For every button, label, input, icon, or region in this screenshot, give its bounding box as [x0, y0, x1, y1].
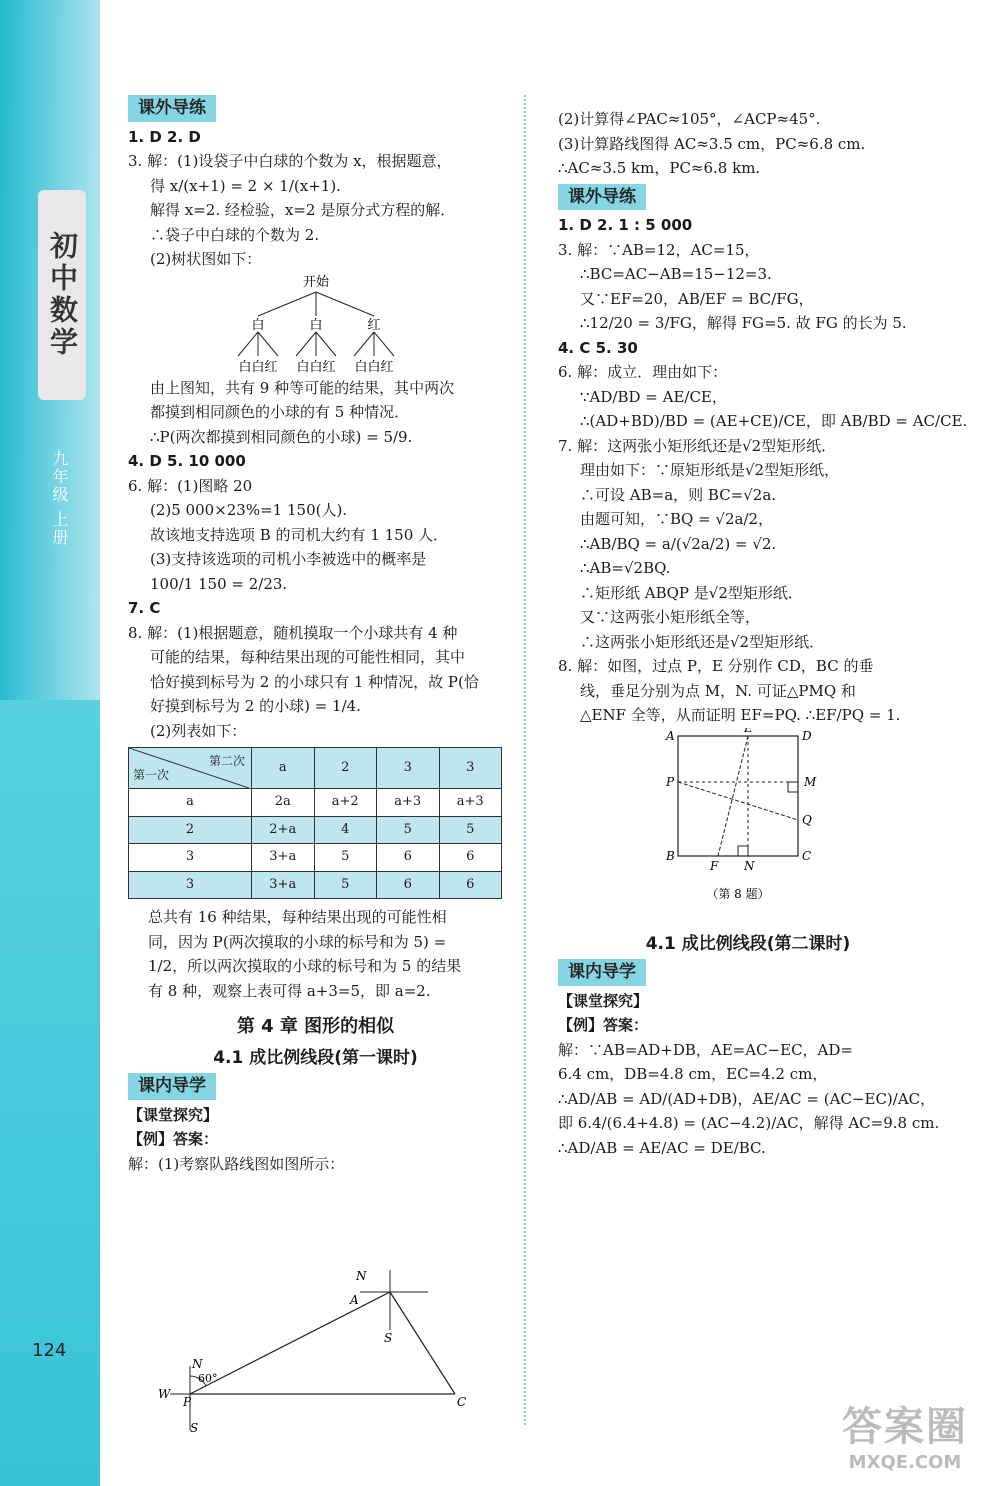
table-corner: [129, 748, 252, 789]
table-cell: 2: [129, 816, 252, 844]
answer-line: ∴AC≈3.5 km，PC≈6.8 km.: [558, 159, 761, 177]
answer-line: 恰好摸到标号为 2 的小球只有 1 种情况，故 P(恰: [150, 672, 479, 691]
figure-point-label: C: [802, 848, 812, 863]
answer-line: 由上图知，共有 9 种等可能的结果，其中两次: [150, 378, 455, 397]
answer-line: 7. C: [128, 599, 161, 617]
tree-leaves: 白白红: [238, 359, 278, 375]
answer-line: 有 8 种，观察上表可得 a+3=5，即 a=2.: [148, 981, 431, 1000]
figure-point-label: F: [710, 858, 719, 873]
answer-line: (2)树状图如下：: [150, 250, 262, 268]
watermark: [820, 1395, 990, 1475]
watermark-url: MXQE.COM: [848, 1452, 962, 1473]
table-cell: 3: [129, 844, 252, 872]
tree-node: 白: [309, 317, 323, 333]
answer-line: 线，垂足分别为点 M，N. 可证△PMQ 和: [580, 681, 856, 700]
answer-line: 6.4 cm，DB=4.8 cm，EC=4.2 cm，: [558, 1065, 828, 1083]
table-cell: 6: [439, 871, 502, 899]
section-tag: 课内导学: [558, 959, 646, 986]
answer-line: ∴AB/BQ = a/(√2a/2) = √2.: [580, 534, 777, 553]
section-tag: 课外导练: [558, 184, 646, 211]
map-label: W: [158, 1387, 171, 1401]
answer-line: 又∵这两张小矩形纸全等，: [580, 608, 761, 626]
answer-line: ∴这两张小矩形纸还是√2型矩形纸．: [580, 632, 825, 651]
map-label: N: [192, 1357, 203, 1371]
route-map-figure: [150, 1268, 480, 1438]
answer-line: 都摸到相同颜色的小球的有 5 种情况．: [150, 403, 410, 421]
tree-leaves: 白白红: [354, 359, 394, 375]
answer-line: ∴P(两次都摸到相同颜色的小球) = 5/9.: [150, 427, 413, 446]
answer-line: 又∵EF=20，AB/EF = BC/FG，: [580, 289, 814, 308]
table-cell: 2+a: [252, 816, 315, 844]
table-cell: 3+a: [252, 844, 315, 872]
map-label: N: [356, 1269, 367, 1283]
table-cell: 4: [314, 816, 377, 844]
table-header: 3: [439, 748, 502, 789]
rectangle-figure: [558, 728, 938, 918]
answer-line: 解：(1)考察队路线图如图所示：: [128, 1154, 345, 1173]
right-column: [558, 107, 968, 1160]
answer-line: 故该地支持选项 B 的司机大约有 1 150 人．: [150, 525, 449, 544]
answer-line: ∴(AD+BD)/BD = (AE+CE)/CE，即 AB/BD = AC/CE.: [580, 412, 968, 430]
section-title: 4.1 成比例线段(第二课时): [645, 933, 851, 954]
corner-bottom-label: 第一次: [133, 767, 170, 782]
map-label: S: [190, 1421, 199, 1435]
answer-line: 即 6.4/(6.4+4.8) = (AC−4.2)/AC，解得 AC=9.8 cm.: [558, 1114, 940, 1132]
figure-caption: （第 8 题）: [706, 886, 770, 901]
answer-line: ∴BC=AC−AB=15−12=3.: [580, 265, 772, 283]
answer-line: △ENF 全等，从而证明 EF=PQ. ∴EF/PQ = 1.: [580, 706, 901, 724]
figure-point-label: P: [666, 774, 675, 789]
tree-node: 红: [367, 317, 381, 333]
answer-line: ∴AD/AB = AD/(AD+DB)，AE/AC = (AC−EC)/AC，: [558, 1089, 936, 1108]
answer-line: 好摸到标号为 2 的小球) = 1/4.: [150, 697, 361, 715]
tree-leaves: 白白红: [296, 359, 336, 375]
answer-line: 解得 x=2. 经检验，x=2 是原分式方程的解．: [150, 201, 456, 219]
section-tag: 课外导练: [128, 95, 216, 122]
table-cell: 3: [129, 871, 252, 899]
table-cell: 5: [377, 816, 440, 844]
table-cell: 6: [377, 871, 440, 899]
table-header: a: [252, 748, 315, 789]
tree-root: 开始: [302, 274, 330, 290]
map-label: A: [350, 1293, 359, 1307]
map-label: P: [183, 1395, 192, 1409]
answer-line: 理由如下：∵原矩形纸是√2型矩形纸，: [580, 461, 840, 479]
table-cell: 5: [439, 816, 502, 844]
answer-line: 1. D 2. D: [128, 127, 201, 146]
figure-point-label: A: [666, 728, 675, 743]
answer-line: (2)计算得∠PAC≈105°，∠ACP≈45°.: [558, 110, 821, 128]
answer-line: 由题可知，∵BQ = √2a/2，: [580, 510, 774, 528]
answer-line: 得 x/(x+1) = 2 × 1/(x+1).: [150, 176, 341, 195]
table-cell: 3+a: [252, 871, 315, 899]
answer-line: (3)计算路线图得 AC≈3.5 cm，PC≈6.8 cm.: [558, 134, 866, 153]
table-row: [129, 871, 502, 899]
table-header-row: [129, 748, 502, 789]
page-number: 124: [32, 1340, 67, 1361]
subsection-label: 【课堂探究】: [128, 1105, 219, 1124]
corner-top-label: 第二次: [208, 754, 245, 768]
answer-line: 100/1 150 = 2/23.: [150, 574, 288, 593]
table-header: 2: [314, 748, 377, 789]
answer-line: ∴AB=√2BQ.: [580, 559, 671, 577]
answer-line: 6. 解：成立．理由如下：: [558, 363, 728, 381]
answer-line: 1/2，所以两次摸取的小球的标号和为 5 的结果: [148, 957, 462, 975]
tree-lines: [128, 272, 503, 376]
answer-line: 解：∵AB=AD+DB，AE=AC−EC，AD=: [558, 1040, 853, 1059]
sidebar: [0, 0, 100, 1486]
answer-line: 同，因为 P(两次摸取的小球的标号和为 5) =: [148, 932, 447, 951]
tree-node: 白: [251, 317, 265, 333]
answer-line: 总共有 16 种结果，每种结果出现的可能性相: [148, 908, 447, 926]
answer-line: (2)5 000×23%=1 150(人).: [150, 501, 348, 519]
table-cell: 2a: [252, 789, 315, 817]
answer-line: ∴12/20 = 3/FG，解得 FG=5. 故 FG 的长为 5.: [580, 314, 907, 332]
answer-line: ∴矩形纸 ABQP 是√2型矩形纸．: [580, 583, 803, 602]
table-cell: a: [129, 789, 252, 817]
example-label: 【例】答案：: [128, 1130, 219, 1148]
map-label: C: [457, 1395, 467, 1409]
table-cell: 6: [439, 844, 502, 872]
answer-line: 可能的结果，每种结果出现的可能性相同，其中: [150, 648, 466, 666]
answer-line: (3)支持该选项的司机小李被选中的概率是: [150, 550, 427, 568]
map-angle-label: 60°: [198, 1372, 218, 1385]
section-tag: 课内导学: [128, 1073, 216, 1100]
left-column: [128, 92, 503, 1176]
answer-line: 8. 解：(1)根据题意，随机摸取一个小球共有 4 种: [128, 623, 458, 642]
book-title: 初中数学: [38, 190, 86, 400]
subsection-label: 【课堂探究】: [558, 991, 649, 1010]
answer-line: ∴可设 AB=a，则 BC=√2a.: [580, 485, 777, 504]
book-subtitle: 九年级 上册: [50, 450, 69, 548]
table-cell: a+3: [439, 789, 502, 817]
table-cell: 5: [314, 871, 377, 899]
answer-line: 7. 解：这两张小矩形纸还是√2型矩形纸．: [558, 436, 837, 455]
answer-line: (2)列表如下：: [150, 721, 247, 740]
watermark-text: 答案圈: [842, 1404, 968, 1450]
answer-line: 3. 解：∵AB=12，AC=15，: [558, 240, 760, 259]
chapter-title: 第 4 章 图形的相似: [236, 1016, 395, 1037]
answer-line: 1. D 2. 1 : 5 000: [558, 216, 693, 234]
answer-line: 6. 解：(1)图略 20: [128, 476, 253, 495]
figure-point-label: D: [802, 728, 812, 743]
table-cell: 6: [377, 844, 440, 872]
tree-diagram: [128, 272, 503, 376]
figure-point-label: M: [804, 774, 817, 789]
column-divider: [524, 95, 526, 1425]
figure-point-label: B: [666, 848, 675, 863]
answer-line: 4. C 5. 30: [558, 338, 638, 357]
figure-point-label: Q: [802, 812, 812, 827]
table-cell: a+2: [314, 789, 377, 817]
answer-line: ∴袋子中白球的个数为 2.: [150, 225, 320, 244]
table-row: [129, 816, 502, 844]
figure-8: [558, 728, 938, 918]
figure-point-label: N: [744, 858, 755, 873]
answer-line: 8. 解：如图，过点 P，E 分别作 CD，BC 的垂: [558, 657, 874, 675]
answer-line: ∵AD/BD = AE/CE，: [580, 387, 727, 406]
answer-line: 3. 解：(1)设袋子中白球的个数为 x，根据题意，: [128, 152, 452, 170]
table-header: 3: [377, 748, 440, 789]
example-label: 【例】答案：: [558, 1016, 649, 1034]
table-row: [129, 789, 502, 817]
table-row: [129, 844, 502, 872]
table-cell: a+3: [377, 789, 440, 817]
section-title: 4.1 成比例线段(第一课时): [213, 1047, 418, 1068]
figure-point-label: E: [744, 727, 753, 735]
table-cell: 5: [314, 844, 377, 872]
probability-table: [128, 747, 502, 899]
answer-line: ∴AD/AB = AE/AC = DE/BC.: [558, 1138, 766, 1157]
answer-line: 4. D 5. 10 000: [128, 452, 246, 470]
map-label: S: [384, 1331, 393, 1345]
